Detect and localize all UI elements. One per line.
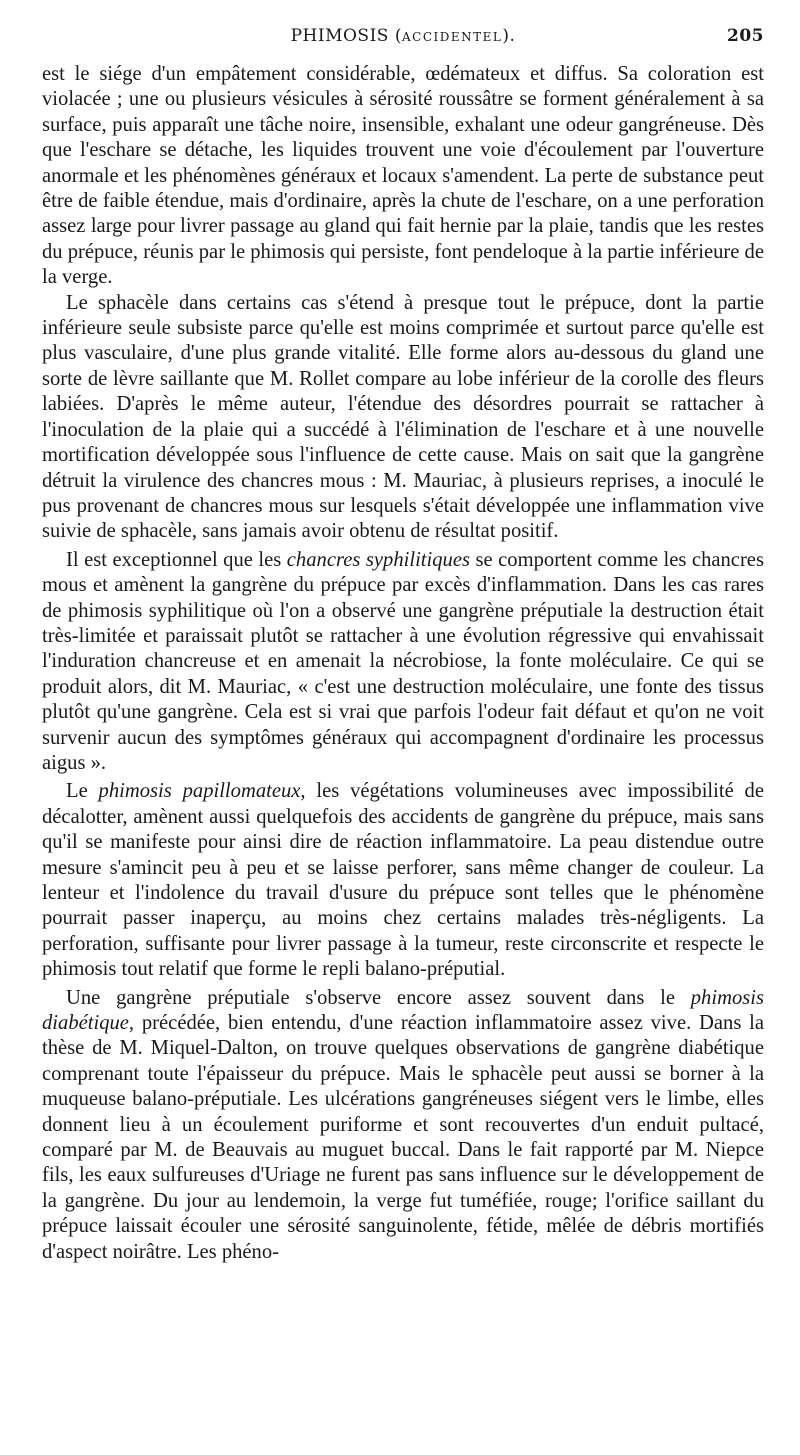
running-title	[42, 26, 764, 46]
paragraph-4	[42, 779, 764, 982]
italic-term: phimosis papillomateux,	[98, 780, 306, 803]
bottom-scan-smudge	[220, 1439, 740, 1445]
text-run: est le siége d'un empâtement considérable, œdémateux et diffus. Sa coloration est violacée ; une ou plusieurs vésicules à sérosité roussâtre se forment généralement à sa surface, puis apparaît une tâche noire, insensible, exhalant une odeur gangréneuse. Dès que l'eschare se détache, les liquides trouvent une voie d'écoulement par l'ouverture anormale et les phénomènes généraux et locaux s'amendent. La perte de substance peut être de faible étendue, mais d'ordinaire, après la chute de l'eschare, on a une perforation assez large pour livrer passage au gland qui fait hernie par la plaie, tandis que les restes du prépuce, réunis par le phimosis qui persiste, font pendeloque à la partie inférieure de la verge.	[42, 63, 764, 289]
book-page	[42, 26, 764, 1265]
paragraph-2	[42, 291, 764, 545]
text-run: se comportent comme les chancres mous et amènent la gangrène du prépuce par excès d'inflammation. Dans les cas rares de phimosis syphilitique où l'on a observé une gangrène préputiale la destruction était très-limitée et paraissait plutôt se rattacher à une évolution régressive qui envahissait l'induration chancreuse et en amenait la nécrobiose, la fonte moléculaire. Ce qui se produit alors, dit M. Mauriac, « c'est une destruction moléculaire, une fonte des tissus plutôt qu'une gangrène. Cela est si vrai que parfois l'odeur fait défaut et qu'on ne voit survenir aucun des symptômes généraux qui accompagnent d'ordinaire les processus aigus ».	[42, 548, 764, 774]
running-title-main: PHIMOSIS (	[290, 26, 402, 46]
italic-term: chancres syphilitiques	[286, 548, 470, 571]
running-title-small-caps: ACCIDENTEL	[401, 30, 503, 44]
text-run: Il est exceptionnel que les	[66, 548, 287, 571]
text-run: Le	[66, 780, 99, 803]
page-number: 205	[727, 26, 764, 46]
running-title-end: ).	[502, 26, 516, 46]
paragraph-5	[42, 986, 764, 1265]
running-head	[42, 26, 764, 52]
text-run: les végétations volumineuses avec impossibilité de décalotter, amènent aussi quelquefois des accidents de gangrène du prépuce, mais sans qu'il se manifeste pour ainsi dire de réaction inflammatoire. La peau distendue outre mesure s'amincit peu à peu et se laisse perforer, sans même changer de couleur. La lenteur et l'indolence du travail d'usure du prépuce sont telles que le phénomène pourrait passer inaperçu, au moins chez certains malades très-négligents. La perforation, suffisante pour livrer passage à la tumeur, reste circonscrite et respecte le phimosis tout relatif que forme le repli balano-préputial.	[42, 780, 764, 981]
paragraph-3	[42, 548, 764, 777]
text-run: précédée, bien entendu, d'une réaction inflammatoire assez vive. Dans la thèse de M. Miquel-Dalton, on trouve quelques observations de gangrène diabétique comprenant toute l'épaisseur du prépuce. Mais le sphacèle peut aussi se borner à la muqueuse balano-préputiale. Les ulcérations gangréneuses siégent vers le limbe, elles donnent lieu à un écoulement puriforme et sont recouvertes d'un enduit pultacé, comparé par M. de Beauvais au muguet buccal. Dans le fait rapporté par M. Niepce fils, les eaux sulfureuses d'Uriage ne furent pas sans influence sur le développement de la gangrène. Du jour au lendemoin, la verge fut tuméfiée, rouge; l'orifice saillant du prépuce laissait écouler une sérosité sanguinolente, fétide, mêlée de débris mortifiés d'aspect noirâtre. Les phéno-	[42, 1012, 764, 1263]
text-run: Le sphacèle dans certains cas s'étend à presque tout le prépuce, dont la partie inférieure seule subsiste parce qu'elle est moins comprimée et surtout parce qu'elle est plus vasculaire, d'une plus grande vitalité. Elle forme alors au-dessous du gland une sorte de lèvre saillante que M. Rollet compare au lobe inférieur de la corolle des fleurs labiées. D'après le même auteur, l'étendue des désordres pourrait se rattacher à l'inoculation de la plaie qui a succédé à l'élimination de l'eschare et à une nouvelle mortification développée sous l'influence de cette cause. Mais on sait que la gangrène détruit la virulence des chancres mous : M. Mauriac, à plusieurs reprises, a inoculé le pus provenant de chancres mous sur lesquels s'était développée une inflammation vive suivie de sphacèle, sans jamais avoir obtenu de résultat positif.	[42, 291, 764, 543]
body-text	[42, 62, 764, 1265]
paragraph-1	[42, 62, 764, 291]
text-run: Une gangrène préputiale s'observe encore assez souvent dans le	[66, 986, 691, 1009]
italic-term: phimosis diabétique,	[42, 986, 764, 1035]
